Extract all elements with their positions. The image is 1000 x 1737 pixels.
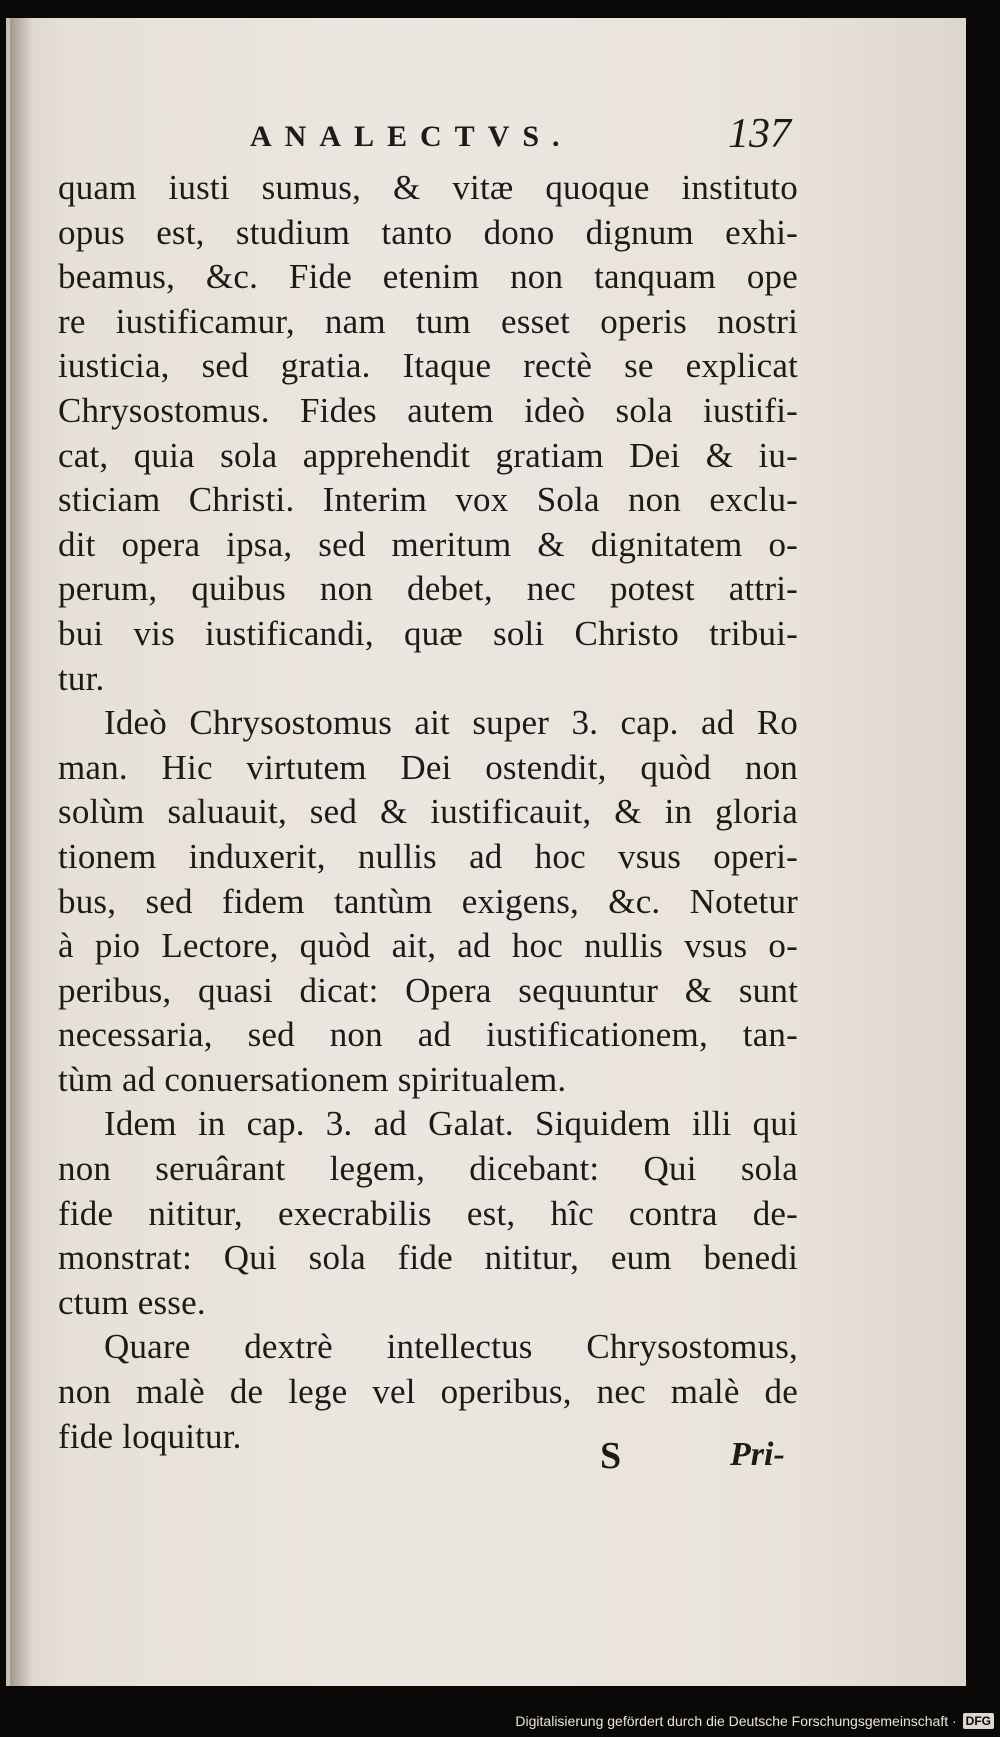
text-line: fide nititur, execrabilis est, hîc contra de- [58, 1193, 798, 1233]
dfg-logo: DFG [963, 1713, 994, 1729]
catchword: Pri- [730, 1436, 785, 1473]
text-line: tur. [58, 658, 105, 698]
text-line: tionem induxerit, nullis ad hoc vsus operi- [58, 836, 798, 876]
text-line: Chrysostomus. Fides autem ideò sola iustifi- [58, 390, 798, 430]
book-page [6, 18, 966, 1686]
signature-mark: S [600, 1435, 622, 1477]
text-line: bui vis iustificandi, quæ soli Christo tribui- [58, 613, 798, 653]
text-line: monstrat: Qui sola fide nititur, eum benedi [58, 1238, 798, 1278]
body-text [58, 166, 798, 1459]
text-line: iusticia, sed gratia. Itaque rectè se explicat [58, 346, 798, 386]
text-line: Idem in cap. 3. ad Galat. Siquidem illi qui [104, 1104, 798, 1144]
text-line: non malè de lege vel operibus, nec malè de [58, 1372, 798, 1412]
text-line: man. Hic virtutem Dei ostendit, quòd non [58, 747, 798, 787]
text-line: tùm ad conuersationem spiritualem. [58, 1059, 567, 1099]
running-title: ANALECTVS. [250, 120, 573, 153]
text-line: sticiam Christi. Interim vox Sola non exclu- [58, 480, 798, 520]
text-line: Ideò Chrysostomus ait super 3. cap. ad Ro [104, 703, 798, 743]
text-line: peribus, quasi dicat: Opera sequuntur & sunt [58, 970, 798, 1010]
text-line: re iustificamur, nam tum esset operis nostri [58, 301, 798, 341]
text-line: quam iusti sumus, & vitæ quoque instituto [58, 168, 798, 207]
page-number: 137 [728, 111, 791, 157]
text-line: opus est, studium tanto dono dignum exhi- [58, 212, 798, 252]
text-line: necessaria, sed non ad iustificationem, tan- [58, 1015, 798, 1055]
text-line: dit opera ipsa, sed meritum & dignitatem o- [58, 524, 798, 564]
text-line: ctum esse. [58, 1282, 206, 1322]
text-line: beamus, &c. Fide etenim non tanquam ope [58, 257, 798, 297]
text-line: solùm saluauit, sed & iustificauit, & in gloria [58, 792, 798, 832]
text-line: Quare dextrè intellectus Chrysostomus, [104, 1327, 798, 1367]
page-footer [10, 1434, 966, 1484]
digitization-credit [515, 1709, 994, 1733]
text-line: cat, quia sola apprehendit gratiam Dei & iu- [58, 435, 798, 475]
text-line: perum, quibus non debet, nec potest attri- [58, 569, 798, 609]
text-line: bus, sed fidem tantùm exigens, &c. Notetur [58, 881, 798, 921]
text-line: non seruârant legem, dicebant: Qui sola [58, 1149, 798, 1189]
text-line: à pio Lectore, quòd ait, ad hoc nullis vsus o- [58, 926, 798, 966]
running-head [10, 106, 966, 166]
credit-text: Digitalisierung gefördert durch die Deutsche Forschungsgemeinschaft · [515, 1713, 957, 1729]
text-line: fide loquitur. [58, 1416, 242, 1456]
